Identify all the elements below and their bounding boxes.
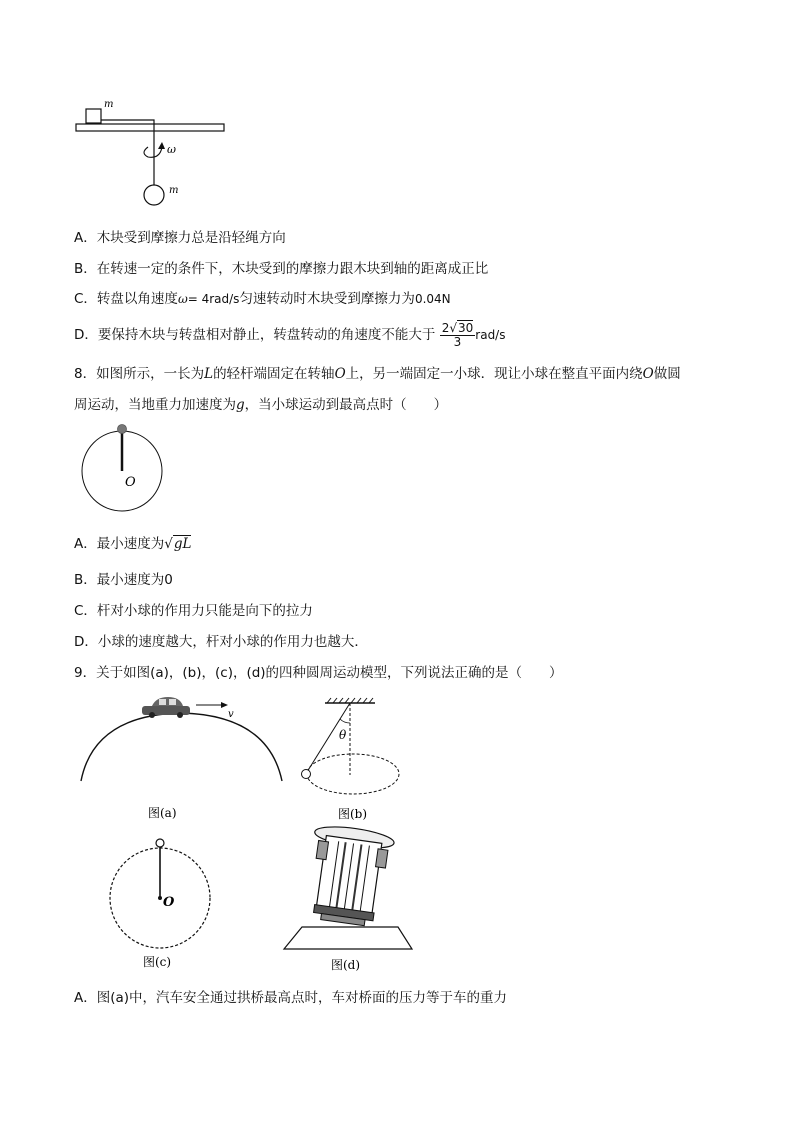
q7-option-d-fraction: $\frac{2√30}{3}$ xyxy=(441,320,474,349)
q8-stem-text: 周运动，当地重力加速度为 xyxy=(74,397,236,413)
frac-num-coef: 2 xyxy=(441,320,450,335)
rotation-arrowhead xyxy=(158,142,165,149)
small-ball xyxy=(118,425,127,434)
q7-option-c-prefix: C．转盘以角速度 xyxy=(74,291,178,307)
q8-stem-text: 的轻杆端固定在转轴 xyxy=(213,366,335,382)
q9-stem: 9．关于如图(a)，(b)，(c)，(d)的四种圆周运动模型，下列说法正确的是（ ） xyxy=(74,665,563,681)
base-platform xyxy=(284,927,412,949)
q7-option-c xyxy=(74,290,451,308)
q7-option-c-force: 0.04N xyxy=(414,292,451,306)
theta-arc xyxy=(340,719,350,723)
q8-option-b: B．最小速度为0 xyxy=(74,572,173,588)
caption-a: 图(a) xyxy=(148,806,177,820)
q8-option-a: A．最小速度为√gL xyxy=(74,536,192,552)
q9-figure-b-conical-pendulum xyxy=(295,697,415,827)
car-icon xyxy=(142,697,190,718)
q8-stem-line1 xyxy=(74,365,681,383)
q9-figure-c-vertical-circle xyxy=(105,833,220,973)
center-label-O: O xyxy=(125,475,136,490)
velocity-arrowhead xyxy=(221,702,228,708)
wooden-block xyxy=(86,109,101,123)
q7-option-d-unit: rad/s xyxy=(475,328,506,342)
q8-stem-line2 xyxy=(74,396,447,414)
turntable-plate xyxy=(76,124,224,131)
ball-mass-label: m xyxy=(169,185,179,196)
q8-stem-text: 做圆 xyxy=(653,366,681,382)
caption-b: 图(b) xyxy=(338,807,368,821)
q7-turntable-figure xyxy=(70,95,240,215)
circular-path-dashed xyxy=(307,754,399,794)
caption-d: 图(d) xyxy=(331,958,361,972)
q7-option-c-value: = 4rad/s xyxy=(187,292,240,306)
q7-option-b: B．在转速一定的条件下，木块受到的摩擦力跟木块到轴的距离成正比 xyxy=(74,261,489,277)
q8-stem-text: 8．如图所示，一长为 xyxy=(74,366,205,382)
q9-option-a: A．图(a)中，汽车安全通过拱桥最高点时，车对桥面的压力等于车的重力 xyxy=(74,990,508,1006)
pendulum-bob xyxy=(302,770,311,779)
q8-option-a-radicand: gL xyxy=(173,536,192,552)
caption-c: 图(c) xyxy=(143,955,172,969)
ball xyxy=(156,839,164,847)
q7-option-d xyxy=(74,320,505,350)
omega-label: ω xyxy=(167,143,176,156)
q8-var-g: g xyxy=(236,397,245,413)
center-label-O: O xyxy=(163,895,175,910)
q7-option-c-mid: 匀速转动时木块受到摩擦力为 xyxy=(239,291,415,307)
q8-option-d: D．小球的速度越大，杆对小球的作用力也越大． xyxy=(74,634,368,650)
q7-option-c-omega: ω xyxy=(177,292,188,306)
q8-rod-circle-figure xyxy=(78,420,168,520)
hanging-ball xyxy=(144,185,164,205)
arch-bridge xyxy=(81,713,282,781)
device-body xyxy=(303,823,395,928)
frac-denominator: 3 xyxy=(453,334,462,349)
q7-option-d-prefix: D．要保持木块与转盘相对静止，转盘转动的角速度不能大于 xyxy=(74,327,436,343)
q9-figure-d-rotating-device xyxy=(278,823,418,973)
block-mass-label: m xyxy=(104,99,114,110)
velocity-label: v xyxy=(228,709,234,720)
theta-label: θ xyxy=(339,728,347,742)
q8-option-a-prefix: A．最小速度为 xyxy=(74,536,165,552)
q7-option-a: A．木块受到摩擦力总是沿轻绳方向 xyxy=(74,230,286,246)
q8-var-L: L xyxy=(204,366,214,382)
frac-num-radicand: 30 xyxy=(458,320,474,335)
q8-stem-text: 上，另一端固定一小球．现让小球在整直平面内绕 xyxy=(345,366,643,382)
q8-option-c: C．杆对小球的作用力只能是向下的拉力 xyxy=(74,603,313,619)
q9-figure-a-arch-bridge xyxy=(76,693,286,828)
q8-stem-text: ，当小球运动到最高点时（ ） xyxy=(244,397,448,413)
center-point xyxy=(158,896,162,900)
q8-var-O: O xyxy=(334,366,346,382)
q8-var-O: O xyxy=(642,366,654,382)
